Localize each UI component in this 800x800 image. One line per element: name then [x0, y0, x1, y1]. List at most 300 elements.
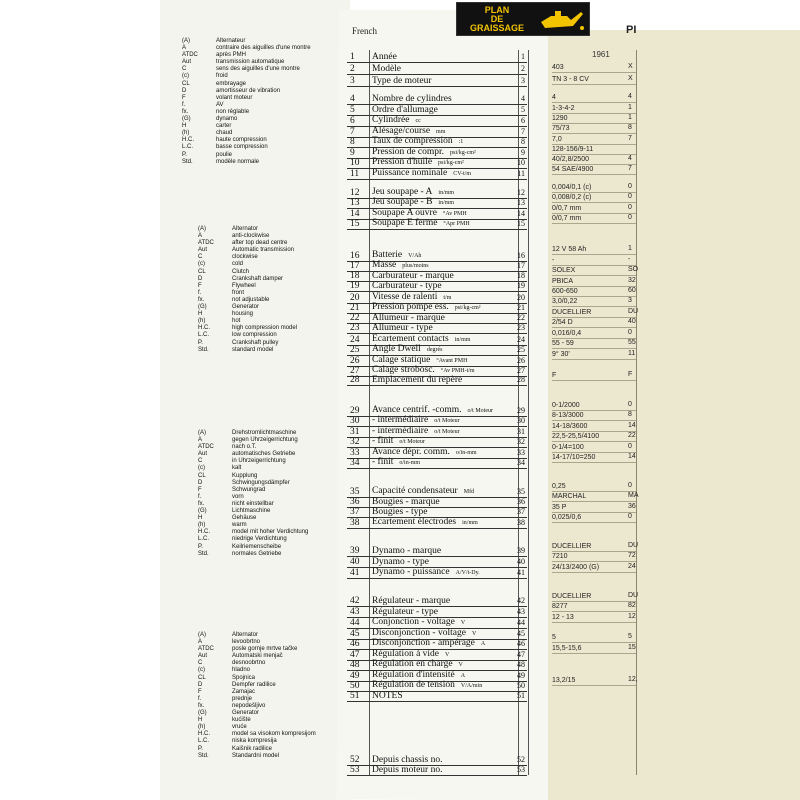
legend-row	[198, 430, 308, 437]
spec-value-next-column: DU	[628, 542, 639, 549]
legend-meaning: after top dead centre	[232, 240, 288, 247]
row-unit: o/t Moteur	[399, 439, 425, 445]
row-unit: °Avant PMH	[436, 358, 468, 364]
row-label: Pression d'huile psi/kg-cm²	[372, 157, 464, 167]
legend-meaning: not adjustable	[232, 296, 270, 303]
row-label: Pression de compr. psi/kg-cm²	[372, 147, 476, 157]
legend-abbrev: (A)	[182, 38, 190, 44]
legend-english	[198, 226, 297, 354]
row-number-right: 39	[517, 546, 525, 555]
spec-value: -	[552, 256, 636, 266]
legend-meaning: Automatic transmission	[232, 247, 295, 254]
row-number: 27	[350, 366, 360, 376]
spec-row	[347, 457, 527, 469]
legend-abbrev: C	[198, 660, 203, 667]
legend-abbrev: P.	[198, 543, 203, 550]
spec-row	[347, 323, 527, 334]
legend-abbrev: A	[198, 437, 203, 444]
legend-french	[182, 38, 311, 166]
row-number: 49	[350, 671, 360, 681]
spec-value-next-column: 0	[628, 513, 632, 520]
row-label: Année	[372, 52, 397, 62]
legend-meaning: volant moteur	[216, 94, 253, 101]
legend-meaning: Keilriemenscheibe	[232, 543, 282, 550]
legend-row	[198, 731, 316, 738]
row-unit: o/in-mm	[455, 450, 477, 456]
spec-value: 12 V 58 Ah	[552, 245, 636, 255]
row-label: Nombre de cylindres	[372, 94, 452, 104]
row-number: 25	[350, 345, 360, 355]
spec-value: 0/0,7 mm	[552, 204, 636, 214]
spec-value: 0,25	[552, 482, 636, 492]
spec-value-next-column: 12,	[628, 676, 638, 683]
legend-row	[198, 632, 316, 639]
spec-value: 0-1/4=100	[552, 443, 636, 453]
legend-row	[198, 696, 316, 703]
legend-meaning: in Uhrzeigerrichtung	[232, 458, 286, 465]
row-number: 10	[350, 158, 360, 168]
legend-abbrev: (c)	[198, 465, 205, 472]
legend-abbrev: A	[182, 45, 187, 52]
legend-abbrev: H	[198, 717, 203, 724]
row-unit: mm	[436, 129, 446, 135]
spec-value-next-column: 4	[628, 155, 632, 162]
legend-row	[198, 325, 297, 332]
row-number-right: 28	[517, 375, 525, 384]
legend-row	[182, 45, 311, 52]
legend-abbrev: f.	[198, 695, 202, 702]
spec-value-next-column: -	[628, 256, 631, 263]
row-number: 45	[350, 629, 360, 639]
legend-meaning: levoobrtno	[232, 639, 261, 646]
legend-meaning: après PMH	[216, 52, 247, 59]
row-label: Régulation de tension V/A/min	[372, 680, 483, 690]
row-number: 6	[350, 116, 355, 126]
row-number: 52	[350, 755, 360, 765]
spec-row	[347, 76, 527, 87]
spec-row	[347, 281, 527, 292]
row-number: 5	[350, 105, 355, 115]
row-unit: °Av PMH	[442, 211, 467, 217]
row-number-right: 7	[521, 127, 525, 136]
legend-meaning: chaud	[216, 130, 233, 137]
row-number-right: 6	[521, 116, 525, 125]
legend-row	[198, 304, 297, 311]
legend-row	[198, 522, 308, 529]
row-number-right: 5	[521, 105, 525, 114]
spec-row	[347, 52, 527, 63]
row-number-right: 42	[517, 596, 525, 605]
row-unit: A	[480, 641, 486, 647]
legend-row	[182, 88, 311, 95]
row-number: 17	[350, 261, 360, 271]
spec-value-next-column: X	[628, 75, 633, 82]
legend-meaning: vorn	[232, 493, 244, 500]
legend-abbrev: H.C.	[182, 137, 194, 144]
spec-value: 403	[552, 63, 636, 73]
row-label: Bougies - type	[372, 507, 428, 517]
legend-meaning: Lichtmaschine	[232, 508, 271, 515]
row-number-right: 2	[521, 64, 525, 73]
legend-abbrev: H	[198, 515, 203, 522]
row-number-right: 38	[517, 518, 525, 527]
row-unit: CV-t/m	[453, 171, 471, 177]
row-unit: Mfd	[463, 489, 475, 495]
spec-value: 0,025/0,6	[552, 513, 636, 523]
legend-abbrev: Aut	[198, 451, 208, 458]
legend-abbrev: f.	[182, 101, 186, 108]
row-label: Masse plus/moins	[372, 260, 429, 270]
legend-row	[198, 451, 308, 458]
row-number-right: 14	[517, 209, 525, 218]
legend-row	[198, 667, 316, 674]
legend-abbrev: F	[198, 282, 202, 289]
row-number: 24	[350, 335, 360, 345]
row-number-right: 17	[517, 261, 525, 270]
row-number-right: 49	[517, 671, 525, 680]
spec-value: 22,5-25,5/4100	[552, 432, 636, 442]
row-number-right: 30	[517, 416, 525, 425]
row-label: Régulation d'intensité A	[372, 670, 466, 680]
legend-meaning: housing	[232, 311, 254, 318]
row-label: Capacité condensateur Mfd	[372, 486, 475, 496]
legend-meaning: Zamajac	[232, 688, 256, 695]
row-number-right: 31	[517, 427, 525, 436]
row-number: 37	[350, 507, 360, 517]
row-label: Vitesse de ralenti t/m	[372, 292, 452, 302]
spec-value: 0,016/0,4	[552, 329, 636, 339]
spec-row	[347, 546, 527, 557]
row-unit: V	[445, 652, 450, 658]
row-number-right: 3	[521, 76, 525, 85]
row-number: 35	[350, 487, 360, 497]
legend-row	[198, 318, 297, 325]
legend-row	[198, 508, 308, 515]
logo	[456, 2, 590, 36]
row-label: NOTES	[372, 691, 403, 701]
spec-value-next-column: 7	[628, 135, 632, 142]
legend-abbrev: H	[198, 311, 203, 318]
row-label: Allumeur - type	[372, 323, 433, 333]
row-number: 9	[350, 148, 355, 158]
legend-meaning: nach o.T.	[232, 444, 257, 451]
legend-abbrev: Aut	[198, 653, 208, 660]
spec-value-next-column: 40	[628, 318, 636, 325]
legend-abbrev: (G)	[198, 304, 207, 311]
legend-meaning: modèle normale	[216, 158, 260, 165]
legend-row	[198, 494, 308, 501]
row-number: 42	[350, 596, 360, 606]
row-label: Puissance nominale CV-t/m	[372, 168, 471, 178]
spec-value: 2/54 D	[552, 318, 636, 328]
legend-row	[198, 717, 316, 724]
legend-meaning: Schwingungsdämpfer	[232, 479, 290, 486]
legend-meaning: anti-clockwise	[232, 233, 270, 240]
row-label: Carburateur - type	[372, 281, 442, 291]
legend-meaning: cold	[232, 261, 244, 268]
row-number-right: 13	[517, 198, 525, 207]
spec-value: 35 P	[552, 503, 636, 513]
legend-row	[198, 473, 308, 480]
legend-abbrev: ATDC	[198, 240, 214, 247]
oil-can-icon	[537, 6, 585, 32]
legend-meaning: Crankshaft pulley	[232, 339, 279, 346]
row-number-right: 50	[517, 681, 525, 690]
legend-row	[198, 347, 297, 354]
row-number: 1	[350, 52, 355, 62]
row-number: 28	[350, 375, 360, 385]
row-label: Batterie V/Ah	[372, 250, 422, 260]
row-number: 43	[350, 607, 360, 617]
row-number: 38	[350, 518, 360, 528]
legend-meaning: desnoobrtno	[232, 660, 266, 667]
legend-meaning: gegen Uhrzeigerrichtung	[232, 437, 298, 444]
row-number: 34	[350, 458, 360, 468]
legend-meaning: Gehäuse	[232, 515, 257, 522]
spec-value: 0-1/2000	[552, 401, 636, 411]
spec-value: 75/73	[552, 124, 636, 134]
row-number-right: 29	[517, 406, 525, 415]
legend-meaning: sens des aiguilles d'une montre	[216, 66, 300, 73]
spec-value: 0/0,7 mm	[552, 214, 636, 224]
legend-abbrev: H.C.	[198, 325, 210, 332]
legend-row	[182, 95, 311, 102]
legend-meaning: posle gornje mrtve tačke	[232, 646, 298, 653]
row-number-right: 35	[517, 487, 525, 496]
row-unit: in/mm	[438, 190, 455, 196]
spec-value-next-column: 1	[628, 114, 632, 121]
spec-value-next-column: 0	[628, 214, 632, 221]
spec-value: 54 SAE/4900	[552, 165, 636, 175]
spec-value-next-column: 24	[628, 563, 636, 570]
spec-row	[347, 691, 527, 702]
legend-row	[198, 465, 308, 472]
row-label: Alésage/course mm	[372, 126, 446, 136]
spec-row	[347, 168, 527, 180]
row-unit: V/Ah	[408, 253, 422, 259]
legend-meaning: dynamo	[216, 116, 238, 123]
spec-value: 24/13/2400 (G)	[552, 563, 636, 573]
row-number: 13	[350, 198, 360, 208]
row-number-right: 11	[517, 169, 525, 178]
row-label: - finit o/t Moteur	[372, 436, 425, 446]
legend-row	[198, 233, 297, 240]
spec-value: 55 - 59	[552, 339, 636, 349]
row-label: Bougies - marque	[372, 497, 440, 507]
row-number: 40	[350, 557, 360, 567]
legend-row	[198, 515, 308, 522]
legend-meaning: standard model	[232, 346, 274, 353]
legend-row	[182, 81, 311, 88]
legend-abbrev: H	[182, 123, 187, 130]
legend-row	[198, 340, 297, 347]
spec-value-next-column: DU	[628, 308, 639, 315]
legend-abbrev: (A)	[198, 226, 206, 232]
spec-row	[347, 64, 527, 75]
legend-meaning: clockwise	[232, 254, 258, 261]
row-label: Dynamo - puissance A/V/t-Dy.	[372, 567, 480, 577]
row-label: Régulation à vide V	[372, 649, 450, 659]
row-label: - intermédiaire o/t Moteur	[372, 415, 460, 425]
legend-meaning: Drehstromlichtmaschine	[232, 430, 297, 436]
spec-value-next-column: 8	[628, 411, 632, 418]
legend-row	[198, 544, 308, 551]
row-number: 26	[350, 356, 360, 366]
spec-value: 15,5-15,6	[552, 644, 636, 654]
legend-abbrev: Std.	[198, 346, 209, 353]
row-number: 20	[350, 293, 360, 303]
row-label: Ordre d'allumage	[372, 105, 438, 115]
row-unit: V	[458, 662, 463, 668]
spec-value: 8277	[552, 602, 636, 612]
legend-row	[182, 73, 311, 80]
legend-meaning: Dempfer radilice	[232, 681, 276, 688]
legend-abbrev: H.C.	[198, 529, 210, 536]
legend-row	[198, 710, 316, 717]
spec-value: DUCELLIER	[552, 592, 636, 602]
legend-meaning: poulie	[216, 151, 233, 158]
legend-meaning: hot	[232, 318, 241, 325]
legend-meaning: high compression model	[232, 325, 298, 332]
legend-meaning: froid	[216, 73, 228, 80]
legend-abbrev: D	[198, 681, 203, 688]
legend-meaning: Spojnica	[232, 674, 256, 681]
spec-row	[347, 596, 527, 607]
legend-row	[198, 254, 297, 261]
legend-meaning: warm	[232, 522, 247, 529]
legend-abbrev: Std.	[198, 550, 209, 557]
legend-abbrev: P.	[182, 151, 187, 158]
row-label: Allumeur - marque	[372, 313, 445, 323]
spec-value: MARCHAL	[552, 492, 636, 502]
row-label: Depuis moteur no.	[372, 765, 443, 775]
row-unit: o/t Moteur	[467, 408, 494, 414]
legend-row	[182, 38, 311, 45]
row-number: 53	[350, 765, 360, 775]
legend-abbrev: Aut	[198, 247, 208, 254]
row-label: Modèle	[372, 64, 402, 74]
row-unit: in/mm	[462, 520, 478, 526]
legend-abbrev: (G)	[198, 508, 207, 515]
legend-row	[198, 276, 297, 283]
legend-abbrev: L.C.	[198, 738, 210, 745]
row-unit: A/V/t-Dy.	[455, 570, 480, 576]
legend-meaning: normales Getriebe	[232, 550, 282, 557]
row-number: 18	[350, 271, 360, 281]
row-unit: o/in-mm	[399, 460, 421, 466]
spec-value: 14-17/10=250	[552, 453, 636, 463]
row-label: Disconjonction - ampérage A	[372, 638, 486, 648]
legend-abbrev: (A)	[198, 430, 206, 436]
legend-meaning: Standardni model	[232, 752, 280, 759]
spec-value-next-column: 1	[628, 104, 632, 111]
row-label: - intermédiaire o/t Moteur	[372, 426, 460, 436]
spec-value: 13,2/15	[552, 676, 636, 686]
row-number: 3	[350, 76, 355, 86]
legend-row	[198, 646, 316, 653]
logo-line: DE	[490, 14, 504, 24]
spec-value-next-column: 14	[628, 453, 636, 460]
legend-row	[198, 639, 316, 646]
legend-meaning: prednje	[232, 695, 253, 702]
spec-value: 0,008/0,2 (c)	[552, 193, 636, 203]
spec-row	[347, 218, 527, 230]
spec-value-next-column: 5	[628, 633, 632, 640]
legend-abbrev: (h)	[198, 318, 206, 325]
legend-meaning: Kupplung	[232, 472, 258, 479]
row-number-right: 46	[517, 639, 525, 648]
legend-meaning: automatisches Getriebe	[232, 451, 296, 458]
legend-row	[198, 297, 297, 304]
legend-abbrev: ATDC	[198, 444, 214, 451]
legend-meaning: basse compression	[216, 144, 268, 151]
legend-abbrev: fx.	[198, 702, 205, 709]
row-label: Ecartement électrodes in/mm	[372, 517, 478, 527]
spec-value-next-column: 3	[628, 297, 632, 304]
spec-value-next-column: 11	[628, 350, 636, 357]
row-unit: plus/moins	[402, 263, 429, 269]
row-number-right: 27	[517, 366, 525, 375]
row-number: 15	[350, 219, 360, 229]
row-number: 29	[350, 406, 360, 416]
row-number-right: 15	[517, 219, 525, 228]
row-unit: V	[460, 620, 466, 626]
row-number-right: 16	[517, 251, 525, 260]
legend-meaning: Generator	[232, 710, 260, 717]
row-number-right: 20	[517, 293, 525, 302]
row-number: 4	[350, 94, 355, 104]
spec-value: 128-156/9-11	[552, 145, 636, 155]
row-number: 47	[350, 650, 360, 660]
legend-row	[198, 753, 316, 760]
legend-row	[198, 703, 316, 710]
legend-abbrev: CL	[198, 472, 206, 479]
row-number: 31	[350, 427, 360, 437]
legend-row	[182, 130, 311, 137]
row-label: Conjonction - voltage V	[372, 617, 466, 627]
legend-abbrev: D	[182, 87, 187, 94]
legend-row	[198, 480, 308, 487]
legend-row	[198, 529, 308, 536]
row-number-right: 41	[517, 568, 525, 577]
row-number-right: 37	[517, 507, 525, 516]
legend-abbrev: P.	[198, 339, 203, 346]
legend-abbrev: fx.	[198, 296, 205, 303]
row-unit: psi/kg-cm²	[450, 150, 476, 156]
row-number-right: 12	[517, 188, 525, 197]
row-number-right: 8	[521, 137, 525, 146]
legend-meaning: Schwungrad	[232, 486, 266, 493]
row-unit: A	[460, 673, 466, 679]
row-number: 36	[350, 497, 360, 507]
spec-value-next-column: DU	[628, 592, 639, 599]
row-number: 2	[350, 64, 355, 74]
row-number-right: 48	[517, 660, 525, 669]
spec-value-next-column: 82	[628, 602, 636, 609]
row-unit: degrés	[426, 347, 443, 353]
row-number: 41	[350, 568, 360, 578]
legend-row	[198, 444, 308, 451]
legend-meaning: Generator	[232, 304, 260, 311]
row-number: 12	[350, 188, 360, 198]
legend-row	[182, 144, 311, 151]
spec-value-next-column: 15	[628, 644, 636, 651]
legend-row	[198, 689, 316, 696]
spec-row	[347, 567, 527, 579]
legend-row	[198, 536, 308, 543]
legend-abbrev: H.C.	[198, 731, 210, 738]
spec-value-next-column: 72	[628, 552, 636, 559]
